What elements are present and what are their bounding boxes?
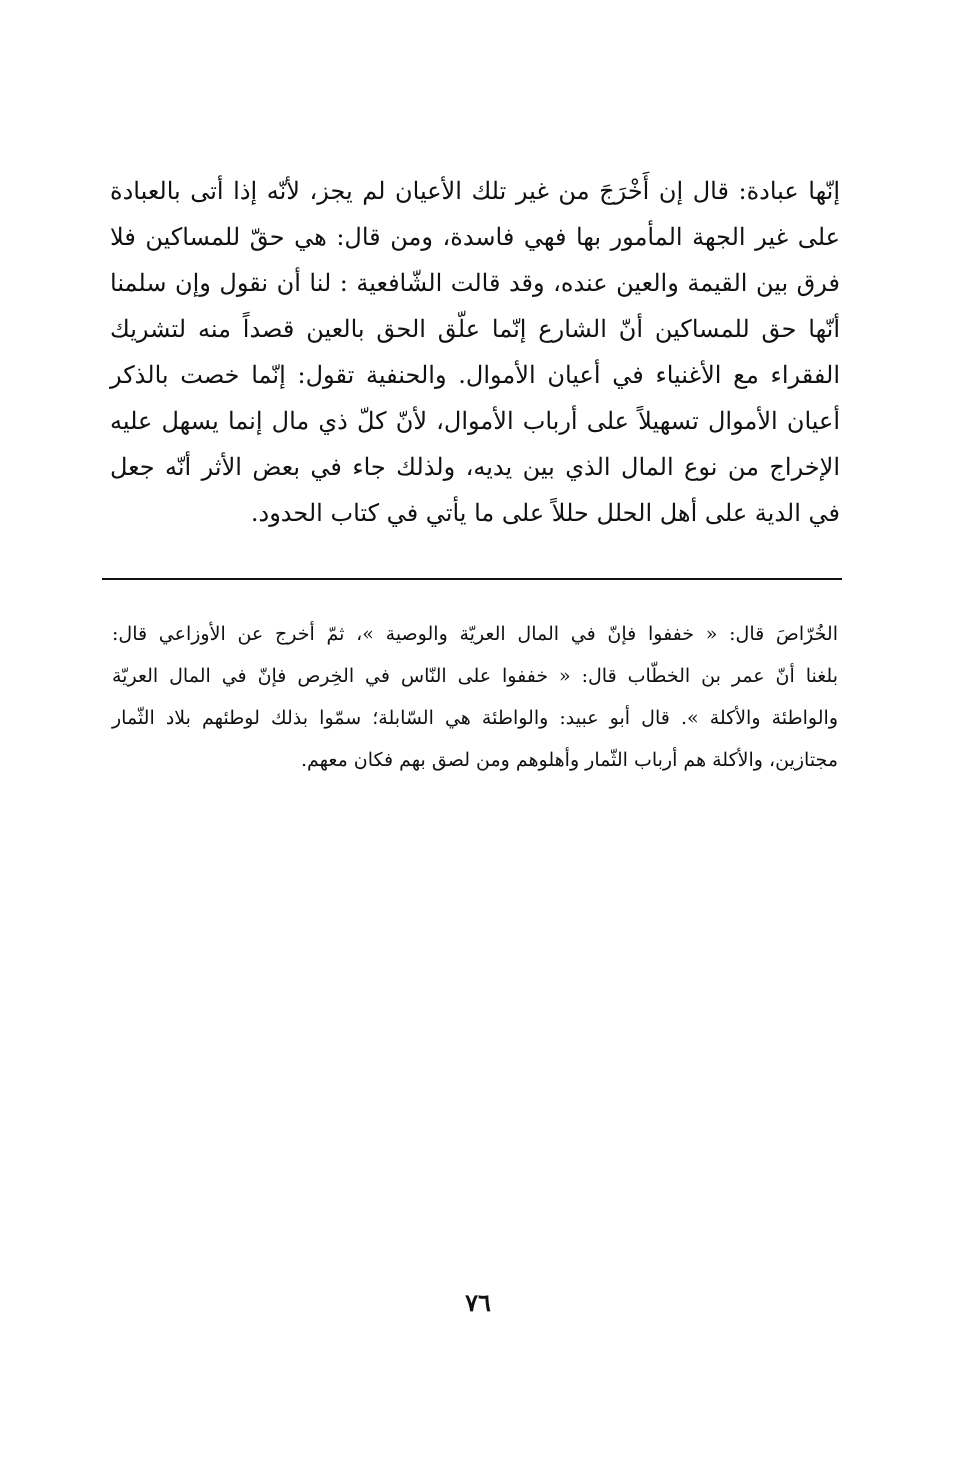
main-text-line: الإخراج من نوع المال الذي بين يديه، ولذلك جاء في بعض الأثر أنّه جعل bbox=[110, 453, 840, 481]
page-number: ٧٦ bbox=[465, 1288, 491, 1317]
main-text-line: أعيان الأموال تسهيلاً على أرباب الأموال، لأنّ كلّ ذي مال إنما يسهل عليه bbox=[110, 407, 840, 435]
footnote-separator bbox=[102, 578, 842, 580]
main-text-line: إنّها عبادة: قال إن أَخْرَجَ من غير تلك الأعيان لم يجز، لأنّه إذا أتى بالعبادة bbox=[110, 177, 840, 205]
main-text-line: فرق بين القيمة والعين عنده، وقد قالت الشّافعية : لنا أن نقول وإن سلمنا bbox=[110, 269, 840, 297]
main-text-line: أنّها حق للمساكين أنّ الشارع إنّما علّق الحق بالعين قصداً منه لتشريك bbox=[110, 315, 840, 343]
footnote-line: بلغنا أنّ عمر بن الخطّاب قال: « خففوا على النّاس في الخِرص فإنّ في المال العريّة bbox=[112, 665, 838, 687]
footnote-line: الخُرّاصَ قال: « خففوا فإنّ في المال العريّة والوصية »، ثمّ أخرج عن الأوزاعي قال: bbox=[112, 623, 838, 645]
main-text-line: الفقراء مع الأغنياء في أعيان الأموال. والحنفية تقول: إنّما خصت بالذكر bbox=[110, 361, 840, 389]
footnote-block bbox=[112, 613, 838, 781]
footnote-line: مجتازين، والأكلة هم أرباب الثّمار وأهلوهم ومن لصق بهم فكان معهم. bbox=[300, 749, 838, 771]
main-text-block bbox=[110, 168, 840, 536]
main-text-line: على غير الجهة المأمور بها فهي فاسدة، ومن قال: هي حقّ للمساكين فلا bbox=[110, 223, 840, 251]
main-text-line: في الدية على أهل الحلل حللاً على ما يأتي في كتاب الحدود. bbox=[250, 499, 840, 527]
footnote-line: والواطئة والأكلة ». قال أبو عبيد: والواطئة هي السّابلة؛ سمّوا بذلك لوطئهم بلاد الثّمار bbox=[112, 707, 838, 729]
